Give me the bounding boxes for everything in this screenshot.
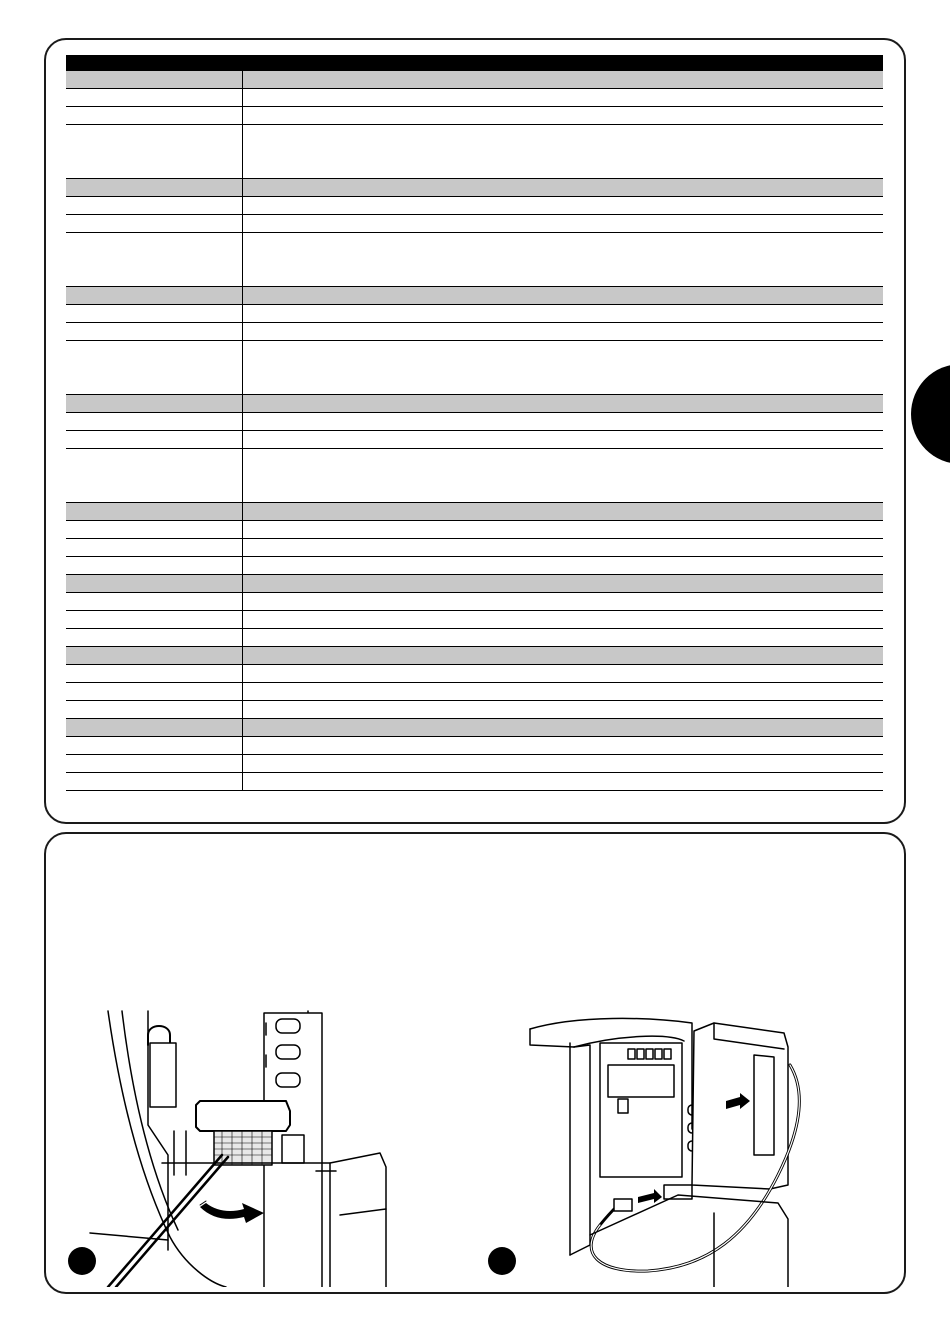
spec-value [243,755,884,773]
spec-table-title [66,55,883,71]
screwdriver [108,1155,222,1287]
spec-row [66,125,883,179]
curved-arrow-icon [200,1203,264,1223]
spec-row [66,593,883,611]
spec-label [66,413,243,431]
section-label [66,647,243,665]
spec-value [243,611,884,629]
spec-label [66,539,243,557]
spec-label [66,629,243,647]
spec-row [66,233,883,287]
connector-plug [196,1101,290,1131]
spec-value [243,701,884,719]
spec-value [243,197,884,215]
spec-value [243,341,884,395]
section-label [66,287,243,305]
figure-screwdriver-release [50,1005,450,1287]
spec-row [66,107,883,125]
spec-value [243,773,884,791]
section-value [243,575,884,593]
spec-section-header [66,503,883,521]
spec-row [66,197,883,215]
spec-label [66,323,243,341]
section-value [243,647,884,665]
control-board [600,1043,682,1177]
left-arrow-icon [638,1189,662,1203]
spec-value [243,539,884,557]
spec-row [66,611,883,629]
spec-section-header [66,179,883,197]
spec-label [66,125,243,179]
figure-a-badge-icon [68,1247,96,1275]
section-value [243,395,884,413]
spec-row [66,431,883,449]
spec-label [66,305,243,323]
spec-value [243,557,884,575]
spec-value [243,413,884,431]
spec-label [66,557,243,575]
spec-label [66,701,243,719]
spec-label [66,89,243,107]
section-value [243,719,884,737]
spec-row [66,557,883,575]
spec-label [66,215,243,233]
section-label [66,575,243,593]
spec-label [66,611,243,629]
spec-value [243,683,884,701]
spec-table-title-row [66,55,883,71]
spec-value [243,593,884,611]
spec-value [243,521,884,539]
spec-label [66,521,243,539]
spec-value [243,89,884,107]
spec-row [66,629,883,647]
spec-label [66,593,243,611]
spec-section-header [66,575,883,593]
section-value [243,503,884,521]
figure-b-badge-icon [488,1247,516,1275]
spec-value [243,665,884,683]
spec-label [66,233,243,287]
spec-row [66,305,883,323]
spec-value [243,737,884,755]
spec-value [243,233,884,287]
spec-label [66,737,243,755]
spec-label [66,341,243,395]
section-label [66,503,243,521]
spec-row [66,89,883,107]
spec-section-header [66,719,883,737]
spec-row [66,215,883,233]
spec-row [66,323,883,341]
spec-value [243,305,884,323]
spec-label [66,665,243,683]
spec-row [66,773,883,791]
section-label [66,395,243,413]
spec-row [66,755,883,773]
spec-row [66,539,883,557]
spec-section-header [66,395,883,413]
spec-value [243,629,884,647]
section-value [243,179,884,197]
spec-label [66,431,243,449]
section-label [66,719,243,737]
spec-row [66,449,883,503]
spec-row [66,737,883,755]
spec-row [66,701,883,719]
chapter-tab [911,364,950,464]
figure-board-removal [478,1005,838,1287]
spec-row [66,413,883,431]
spec-row [66,683,883,701]
section-value [243,71,884,89]
connector-plug [614,1199,632,1211]
section-label [66,179,243,197]
section-label [66,71,243,89]
spec-row [66,521,883,539]
spec-row [66,665,883,683]
spec-section-header [66,287,883,305]
spec-value [243,107,884,125]
spec-table [66,55,883,791]
spec-row [66,341,883,395]
spec-section-header [66,647,883,665]
connector-socket [214,1131,272,1165]
spec-label [66,107,243,125]
spec-value [243,215,884,233]
spec-label [66,683,243,701]
spec-label [66,773,243,791]
spec-value [243,449,884,503]
section-value [243,287,884,305]
spec-label [66,755,243,773]
spec-label [66,197,243,215]
spec-value [243,431,884,449]
spec-section-header [66,71,883,89]
spec-value [243,125,884,179]
spec-value [243,323,884,341]
spec-label [66,449,243,503]
